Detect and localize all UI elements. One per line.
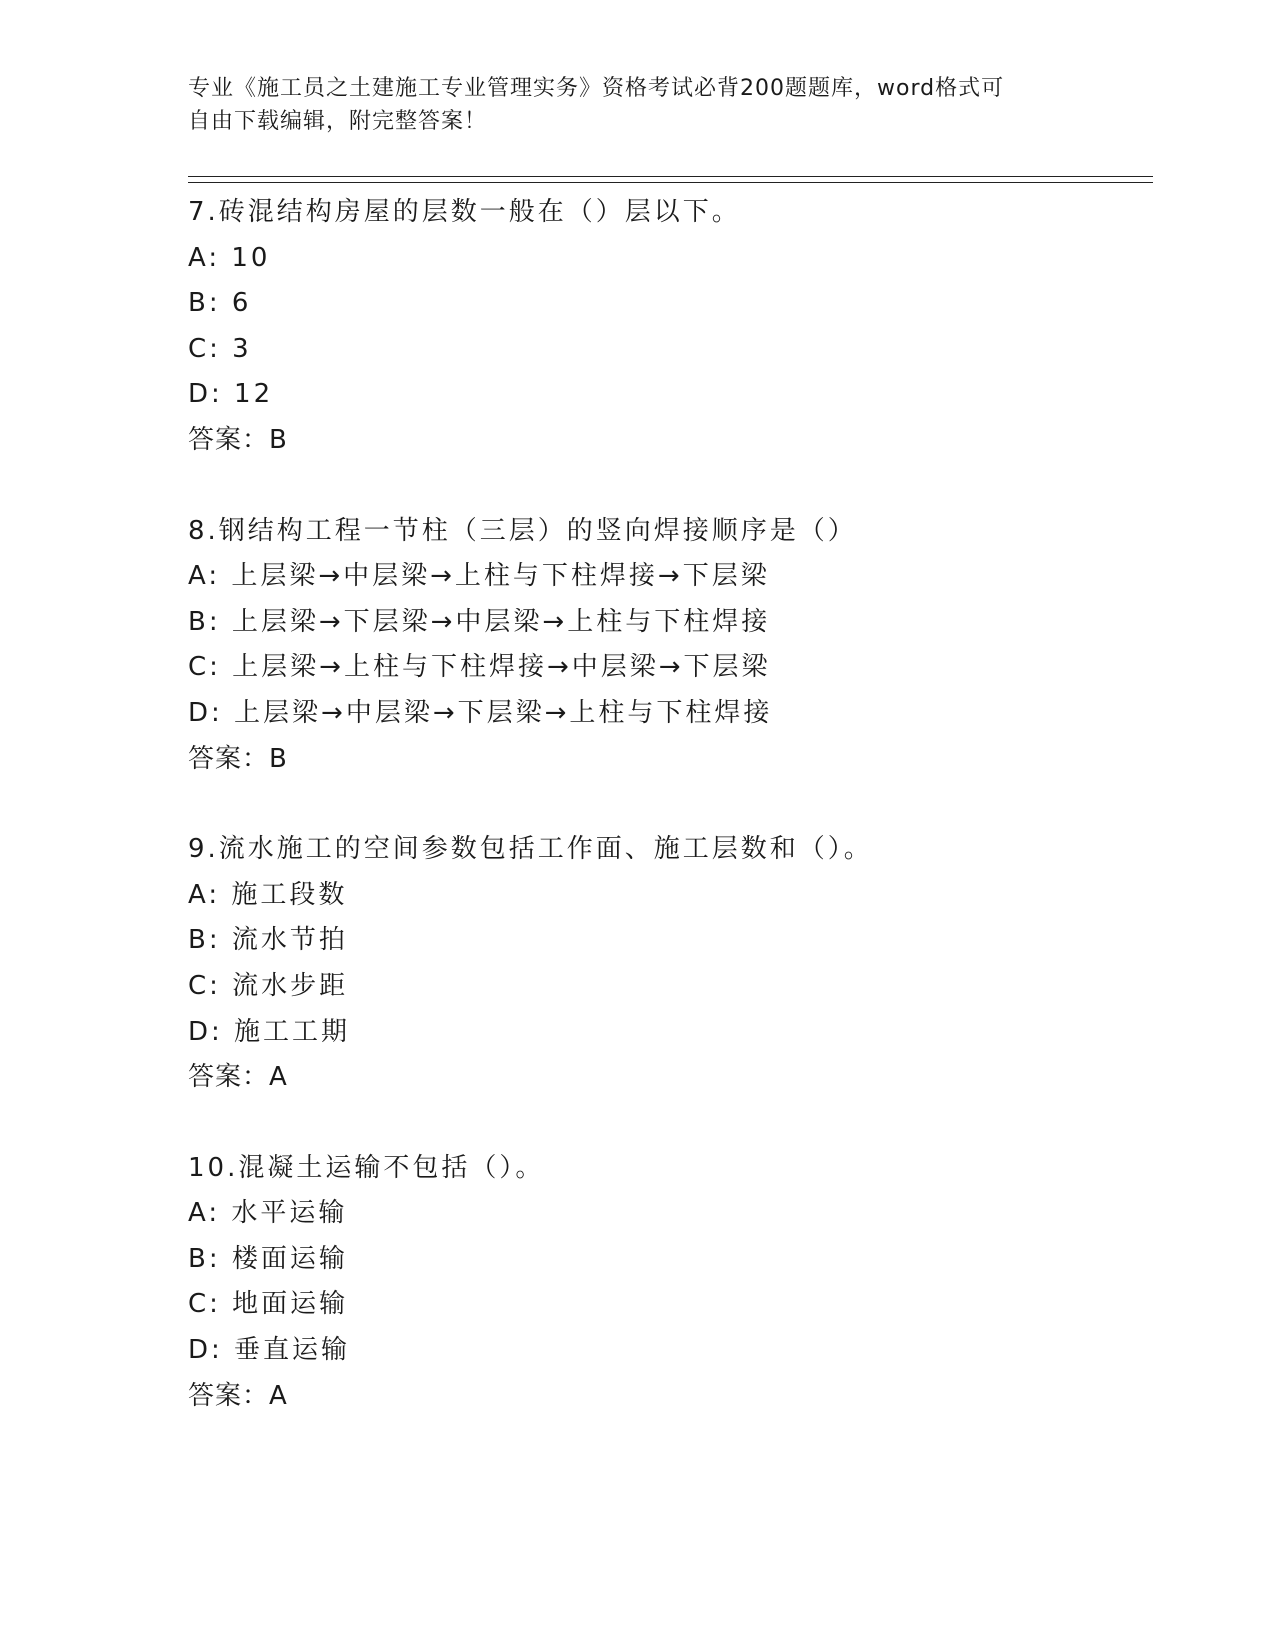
option-b: B: 6 [188,288,252,319]
answer: 答案：A [188,1380,288,1411]
question-stem: 8.钢结构工程一节柱（三层）的竖向焊接顺序是（） [188,515,857,546]
header-line-1: 专业《施工员之土建施工专业管理实务》资格考试必背200题题库，word格式可 [188,76,1005,101]
option-d: D: 上层梁→中层梁→下层梁→上柱与下柱焊接 [188,697,773,728]
question-9 [188,827,1153,1101]
question-7 [188,190,1153,464]
header-divider-bottom [188,182,1153,183]
question-10 [188,1146,1153,1420]
question-8 [188,509,1153,783]
answer: 答案：A [188,1062,288,1093]
option-d: D: 垂直运输 [188,1335,351,1366]
option-c: C: 流水步距 [188,970,349,1001]
question-stem: 10.混凝土运输不包括（）。 [188,1152,545,1183]
option-b: B: 上层梁→下层梁→中层梁→上柱与下柱焊接 [188,606,771,637]
option-d: D: 施工工期 [188,1016,351,1047]
answer: 答案：B [188,743,288,774]
question-stem: 9.流水施工的空间参数包括工作面、施工层数和（）。 [188,834,873,865]
header-divider-top [188,176,1153,177]
option-a: A: 10 [188,242,271,273]
question-list [188,190,1153,1464]
option-d: D: 12 [188,379,274,410]
option-b: B: 楼面运输 [188,1243,348,1274]
question-stem: 7.砖混结构房屋的层数一般在（）层以下。 [188,197,741,227]
option-a: A: 水平运输 [188,1198,348,1229]
option-c: C: 地面运输 [188,1289,349,1320]
document-header [188,72,1088,138]
option-a: A: 上层梁→中层梁→上柱与下柱焊接→下层梁 [188,561,770,592]
answer: 答案：B [188,424,288,455]
option-c: C: 上层梁→上柱与下柱焊接→中层梁→下层梁 [188,652,771,683]
option-c: C: 3 [188,333,252,364]
option-a: A: 施工段数 [188,879,348,910]
option-b: B: 流水节拍 [188,925,348,956]
header-line-2: 自由下载编辑，附完整答案！ [188,109,488,134]
